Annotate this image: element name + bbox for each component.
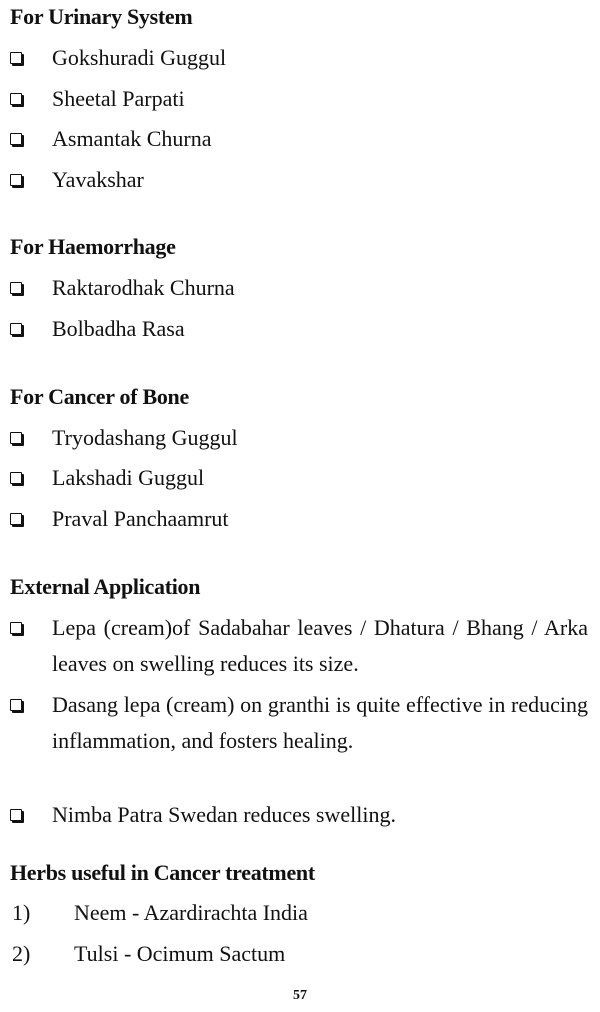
checkbox-bullet-icon xyxy=(10,472,22,484)
list-item-text: Nimba Patra Swedan reduces swelling. xyxy=(52,802,396,827)
section-heading-haemorrhage: For Haemorrhage xyxy=(10,234,176,259)
section-heading-cancer-of-bone: For Cancer of Bone xyxy=(10,384,189,409)
section-heading-urinary-system: For Urinary System xyxy=(10,4,193,29)
checkbox-bullet-icon xyxy=(10,622,22,634)
checkbox-bullet-icon xyxy=(10,323,22,335)
checkbox-bullet-icon xyxy=(10,432,22,444)
list-item-text: Lakshadi Guggul xyxy=(52,465,205,490)
list-item-text: Gokshuradi Guggul xyxy=(52,45,227,70)
checkbox-bullet-icon xyxy=(10,282,22,294)
checkbox-bullet-icon xyxy=(10,93,22,105)
numbered-item-text: Neem - Azardirachta India xyxy=(74,900,308,925)
list-item-text: Yavakshar xyxy=(52,167,144,192)
list-item-text: Asmantak Churna xyxy=(52,126,212,151)
section-heading-herbs: Herbs useful in Cancer treatment xyxy=(10,860,315,885)
checkbox-bullet-icon xyxy=(10,174,22,186)
list-item xyxy=(8,687,588,795)
list-item-text: Lepa (cream)of Sadabahar leaves / Dhatura / Bhang / Arka leaves on swelling reduces its size. xyxy=(52,615,588,676)
list-item-text: Praval Panchaamrut xyxy=(52,506,229,531)
checkbox-bullet-icon xyxy=(10,699,22,711)
item-number: 1) xyxy=(12,900,31,925)
list-item-text: Bolbadha Rasa xyxy=(52,316,185,341)
list-item-text: Raktarodhak Churna xyxy=(52,275,235,300)
numbered-item-text: Tulsi - Ocimum Sactum xyxy=(74,941,286,966)
list-item xyxy=(8,610,588,682)
item-number: 2) xyxy=(12,941,31,966)
list-item-text: Dasang lepa (cream) on granthi is quite effective in reducing inflammation, and fosters healing. xyxy=(52,692,588,753)
checkbox-bullet-icon xyxy=(10,809,22,821)
page-number: 57 xyxy=(293,988,307,1003)
checkbox-bullet-icon xyxy=(10,133,22,145)
checkbox-bullet-icon xyxy=(10,513,22,525)
section-heading-external-application: External Application xyxy=(10,574,201,599)
list-item-text: Sheetal Parpati xyxy=(52,86,185,111)
checkbox-bullet-icon xyxy=(10,52,22,64)
list-item-text: Tryodashang Guggul xyxy=(52,425,238,450)
